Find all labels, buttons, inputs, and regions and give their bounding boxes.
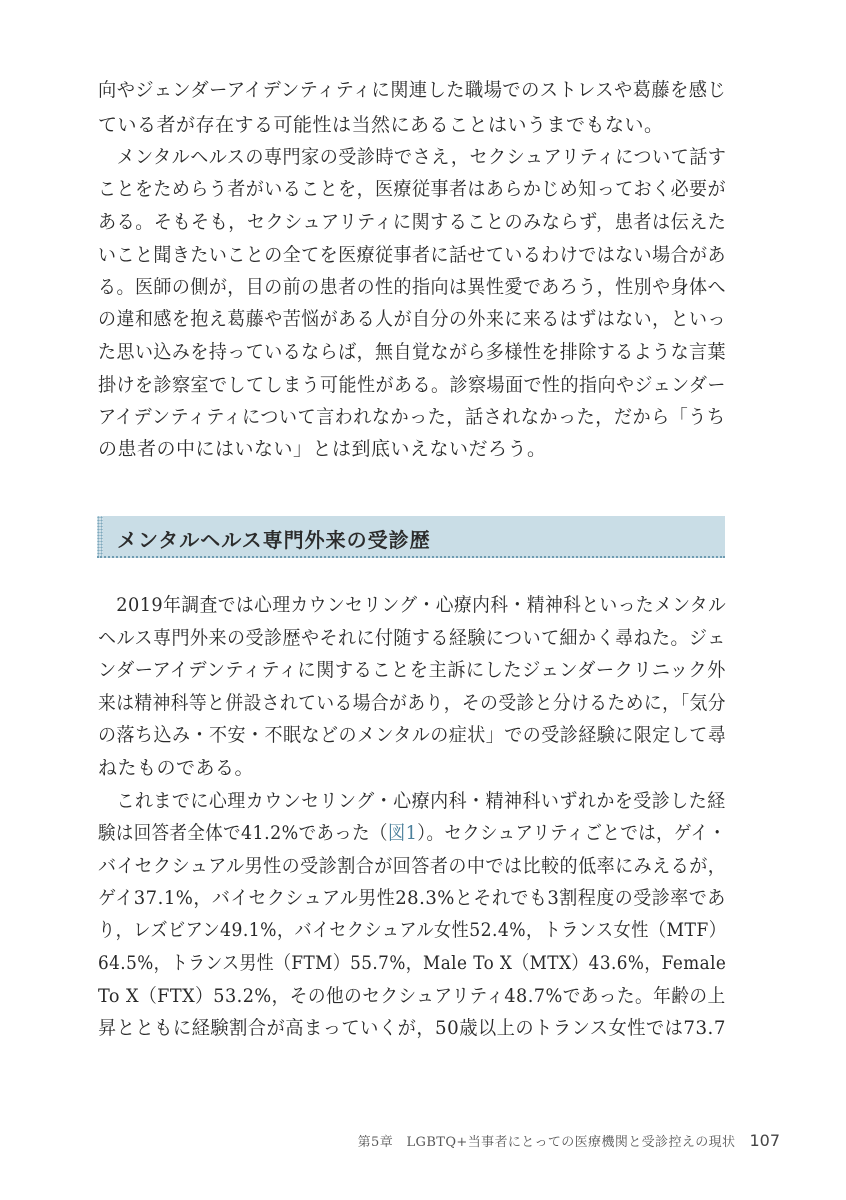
text-line: 昇とともに経験割合が高まっていくが，50歳以上のトランス女性では73.7 [98, 1017, 726, 1039]
text-line: た思い込みを持っているならば，無自覚ながら多様性を排除するような言葉 [98, 341, 727, 363]
text-line: これまでに心理カウンセリング・心療内科・精神科いずれかを受診した経 [98, 790, 726, 812]
text-line-with-figure-ref [98, 821, 726, 845]
text-line: 2019年調査では心理カウンセリング・心療内科・精神科といったメンタル [98, 594, 727, 616]
text-line: ンダーアイデンティティに関することを主訴にしたジェンダークリニック外 [98, 659, 726, 681]
section-heading-title: メンタルヘルス専門外来の受診歴 [117, 528, 431, 552]
text-line: アイデンティティについて言われなかった，話されなかった，だから「うち [98, 406, 726, 428]
text-line: り，レズビアン49.1%，バイセクシュアル女性52.4%，トランス女性（MTF） [98, 919, 727, 941]
text-line: 来は精神科等と併設されている場合があり，その受診と分けるために，「気分 [98, 692, 727, 714]
section-heading [97, 516, 725, 558]
page-number: 107 [749, 1131, 780, 1150]
text-line: 64.5%，トランス男性（FTM）55.7%，Male To X（MTX）43.6%，Female [98, 952, 727, 974]
chapter-title: 第5章 LGBTQ+当事者にとっての医療機関と受診控えの現状 [357, 1135, 736, 1150]
text-line: バイセクシュアル男性の受診割合が回答者の中では比較的低率にみえるが， [98, 855, 727, 877]
text-line: 掛けを診察室でしてしまう可能性がある。診察場面で性的指向やジェンダー [98, 374, 726, 396]
text-line: ている者が存在する可能性は当然にあることはいうまでもない。 [98, 114, 664, 136]
text-line: ねたものである。 [98, 757, 255, 779]
heading-decoration [97, 516, 103, 556]
figure-1-link[interactable]: 図1 [387, 822, 418, 844]
text-line: の患者の中にはいない」とは到底いえないだろう。 [98, 438, 547, 460]
text-line: いこと聞きたいことの全てを医療従事者に話せているわけではない場合があ [98, 244, 727, 266]
text-line: 向やジェンダーアイデンティティに関連した職場でのストレスや葛藤を感じ [98, 79, 727, 101]
text-line: の落ち込み・不安・不眠などのメンタルの症状」での受診経験に限定して尋 [98, 724, 727, 746]
text-line: ゲイ37.1%，バイセクシュアル男性28.3%とそれでも3割程度の受診率であ [98, 887, 726, 909]
text-line: メンタルヘルスの専門家の受診時でさえ，セクシュアリティについて話す [98, 146, 727, 168]
text-line: ヘルス専門外来の受診歴やそれに付随する経験について細かく尋ねた。ジェ [98, 627, 726, 649]
text-line: の違和感を抱え葛藤や苦悩がある人が自分の外来に来るはずはない，といっ [98, 308, 727, 330]
text-line: ことをためらう者がいることを，医療従事者はあらかじめ知っておく必要が [98, 178, 727, 200]
text-segment: 験は回答者全体で41.2%であった（ [98, 822, 388, 844]
text-line: る。医師の側が，目の前の患者の性的指向は異性愛であろう，性別や身体へ [98, 276, 727, 298]
text-line: ある。そもそも，セクシュアリティに関することのみならず，患者は伝えた [98, 211, 727, 233]
text-segment: ）。セクシュアリティごとでは，ゲイ・ [417, 822, 727, 844]
page-footer [358, 1131, 780, 1150]
text-line: To X（FTX）53.2%，その他のセクシュアリティ48.7%であった。年齢の上 [98, 985, 726, 1007]
